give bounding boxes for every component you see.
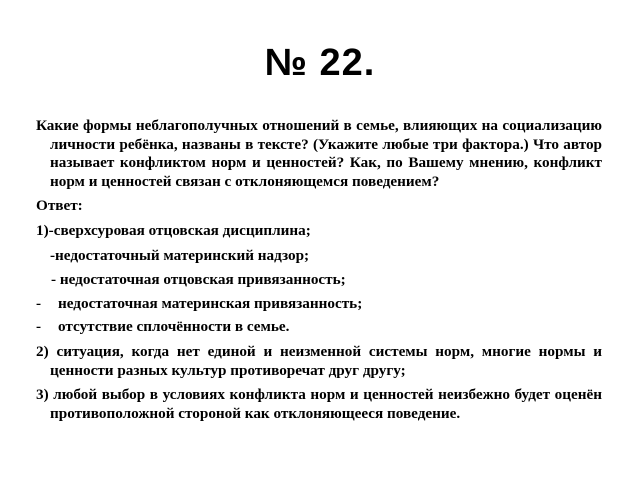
answer-label: Ответ: xyxy=(36,197,83,215)
answer-item-3: 3) любой выбор в условиях конфликта норм и ценностей неизбежно будет оценён противоположной стороной как отклоняющееся поведение. xyxy=(36,386,602,422)
slide-body xyxy=(36,117,602,423)
bullet-item xyxy=(36,295,602,314)
answer-item-1-line-2: -недостаточный материнский надзор; xyxy=(50,246,310,264)
bullet-item xyxy=(36,318,602,337)
bullet-mark: - xyxy=(36,294,42,312)
answer-item-2: 2) ситуация, когда нет единой и неизменной системы норм, многие нормы и ценности разных культур противоречат друг другу; xyxy=(36,342,602,379)
answer-item-1-line-1: 1)-сверхсуровая отцовская дисциплина; xyxy=(36,221,311,239)
answer-item-1-line-3: - недостаточная отцовская привязанность; xyxy=(51,271,346,289)
bullet-mark: - xyxy=(36,318,42,336)
bullet-text: недостаточная материнская привязанность; xyxy=(58,294,363,312)
bullet-text: отсутствие сплочённости в семье. xyxy=(58,318,290,336)
question-text: Какие формы неблагополучных отношений в семье, влияющих на социализацию личности ребёнка, названы в тексте? (Укажите любые три фактора.) Что автор называет конфликтом норм и ценностей? Как, по Вашему мнению, конфликт норм и ценностей связан с отклоняющемся поведением? xyxy=(36,117,602,190)
slide-title: № 22. xyxy=(264,42,376,84)
